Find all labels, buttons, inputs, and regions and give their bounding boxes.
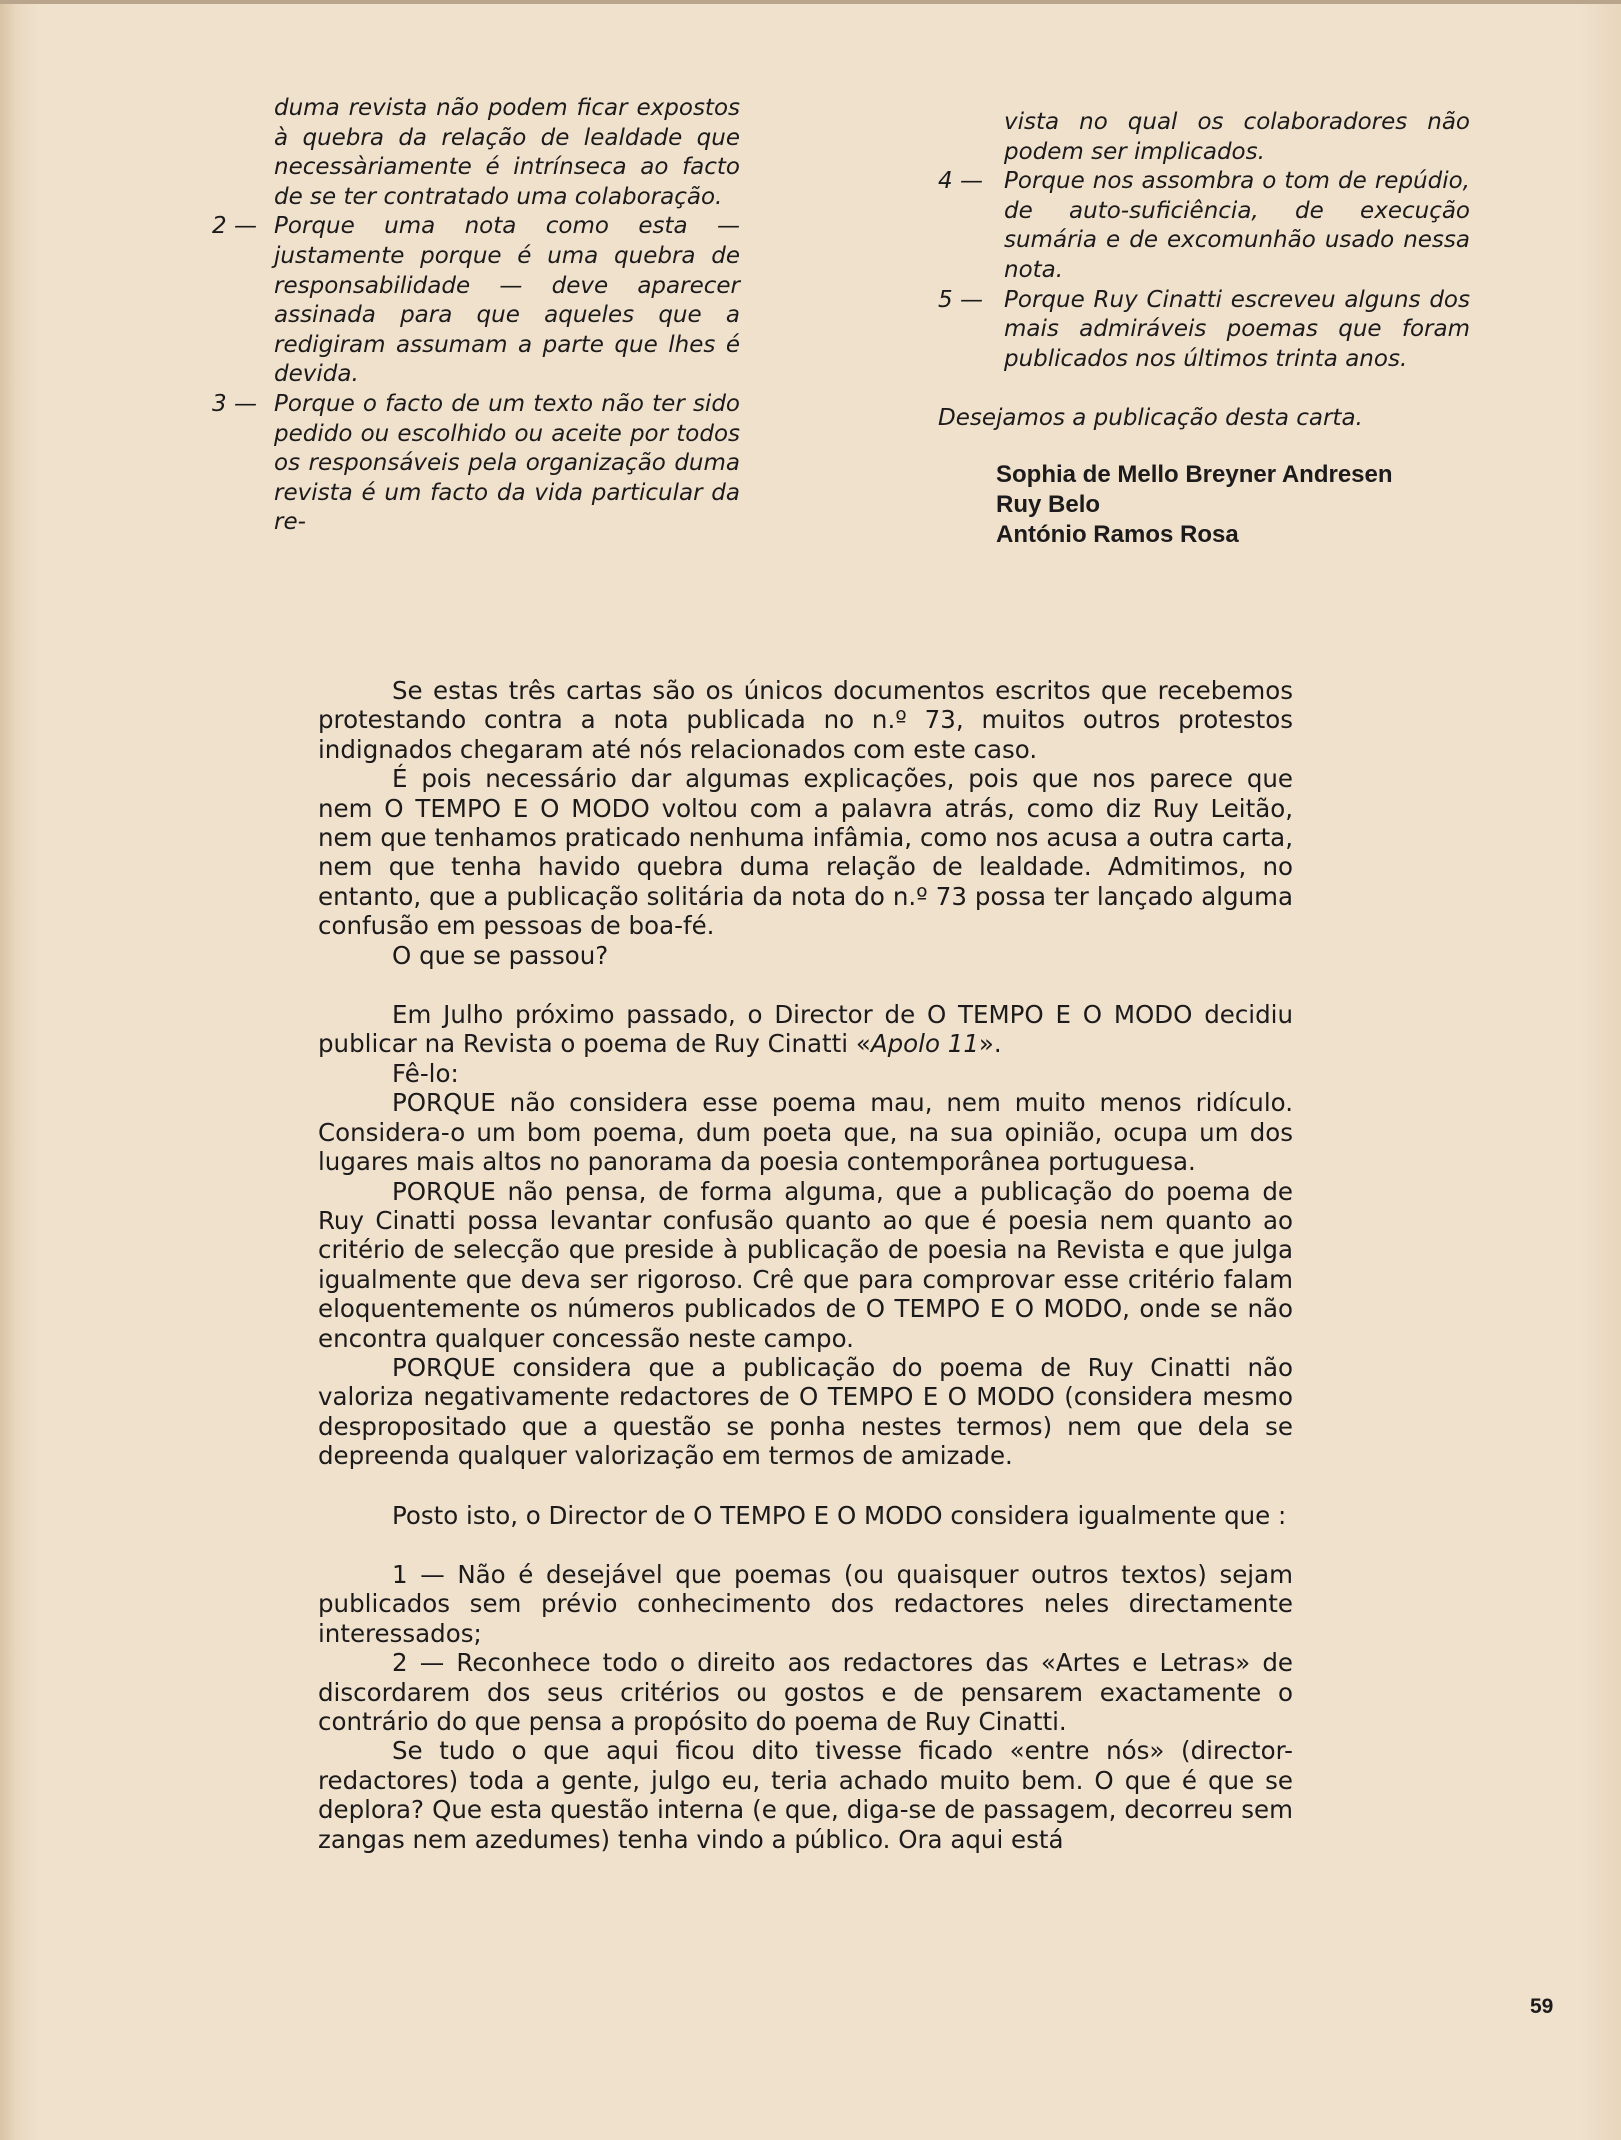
letter-left-column xyxy=(212,94,740,538)
signature: António Ramos Rosa xyxy=(996,520,1239,548)
item-text: Porque uma nota como esta — justamente porque é uma quebra de responsabilidade — deve aparecer assinada para que aqueles que a redigiram assumam a parte que lhes é devida. xyxy=(274,213,740,388)
body-paragraph: O que se passou? xyxy=(392,940,609,970)
item-number: 4 — xyxy=(938,168,983,195)
item-number: 2 — xyxy=(212,213,257,240)
body-paragraph: 2 — Reconhece todo o direito aos redactores das «Artes e Letras» de discordarem dos seus critérios ou gostos e de pensarem exactamente o contrário do que pensa a propósito do poema de Ruy Cinatti. xyxy=(318,1648,1293,1736)
page-number: 59 xyxy=(1530,1995,1554,2018)
body-paragraph: Posto isto, o Director de O TEMPO E O MODO considera igualmente que : xyxy=(392,1500,1287,1530)
letter-item-4 xyxy=(938,167,1470,285)
letter-paragraph: vista no qual os colaboradores não podem ser implicados. xyxy=(1004,109,1470,165)
body-text: ». xyxy=(978,1029,1002,1059)
signature: Ruy Belo xyxy=(996,490,1101,518)
letter-right-column xyxy=(938,108,1470,550)
letter-item-5 xyxy=(938,286,1470,375)
poem-title: Apolo 11 xyxy=(870,1029,979,1059)
body-paragraph: PORQUE não considera esse poema mau, nem muito menos ridículo. Considera-o um bom poema, dum poeta que, na sua opinião, ocupa um dos lugares mais altos no panorama da poesia contemporânea portuguesa. xyxy=(318,1088,1293,1177)
item-text: Porque Ruy Cinatti escreveu alguns dos mais admiráveis poemas que foram publicados nos últimos trinta anos. xyxy=(1004,286,1470,372)
letter-paragraph: duma revista não podem ficar expostos à quebra da relação de lealdade que necessàriamente é intrínseca ao facto de se ter contratado uma colaboração. xyxy=(274,95,740,210)
editorial-response xyxy=(318,676,1293,1854)
letter-closing: Desejamos a publicação desta carta. xyxy=(938,405,1363,432)
body-paragraph: Se tudo o que aqui ficou dito tivesse ficado «entre nós» (director-redactores) toda a gente, julgo eu, teria achado muito bem. O que é que se deplora? Que esta questão interna (e que, diga-se de passagem, decorreu sem zangas nem azedumes) tenha vindo a público. Ora aqui está xyxy=(318,1736,1293,1854)
body-paragraph: PORQUE considera que a publicação do poema de Ruy Cinatti não valoriza negativamente redactores de O TEMPO E O MODO (considera mesmo despropositado que a questão se ponha nestes termos) nem que dela se depreenda qualquer valorização em termos de amizade. xyxy=(318,1352,1293,1471)
body-paragraph xyxy=(318,1000,1293,1059)
item-number: 5 — xyxy=(938,286,983,313)
item-text: Porque o facto de um texto não ter sido pedido ou escolhido ou aceite por todos os responsáveis pela organização duma revista é um facto da vida particular da re- xyxy=(274,390,740,536)
body-paragraph: Fê-lo: xyxy=(392,1058,459,1088)
body-paragraph: PORQUE não pensa, de forma alguma, que a publicação do poema de Ruy Cinatti possa levantar confusão quanto ao que é poesia nem quanto ao critério de selecção que preside à publicação de poesia na Revista e que julga igualmente que deva ser rigoroso. Crê que para comprovar esse critério falam eloquentemente os números publicados de O TEMPO E O MODO, onde se não encontra qualquer concessão neste campo. xyxy=(318,1176,1293,1353)
body-text: Em Julho próximo passado, o Director de O TEMPO E O MODO decidiu publicar na Revista o poema de Ruy Cinatti « xyxy=(318,1000,1293,1059)
item-text: Porque nos assombra o tom de repúdio, de auto-suficiência, de execução sumária e de excomunhão usado nessa nota. xyxy=(1004,168,1470,283)
body-paragraph: 1 — Não é desejável que poemas (ou quaisquer outros textos) sejam publicados sem prévio conhecimento dos redactores neles directamente interessados; xyxy=(318,1559,1293,1648)
body-paragraph: Se estas três cartas são os únicos documentos escritos que recebemos protestando contra a nota publicada no n.º 73, muitos outros protestos indignados chegaram até nós relacionados com este caso. xyxy=(318,676,1293,764)
item-number: 3 — xyxy=(212,390,257,417)
signature: Sophia de Mello Breyner Andresen xyxy=(996,460,1393,488)
letter-item-2 xyxy=(212,212,740,390)
letter-item-3 xyxy=(212,390,740,538)
body-paragraph: É pois necessário dar algumas explicações, pois que nos parece que nem O TEMPO E O MODO voltou com a palavra atrás, como diz Ruy Leitão, nem que tenhamos praticado nenhuma infâmia, como nos acusa a outra carta, nem que tenha havido quebra duma relação de lealdade. Admitimos, no entanto, que a publicação solitária da nota do n.º 73 possa ter lançado alguma confusão em pessoas de boa-fé. xyxy=(318,764,1293,941)
letter-signatures xyxy=(938,460,1470,550)
top-edge xyxy=(0,0,1621,4)
